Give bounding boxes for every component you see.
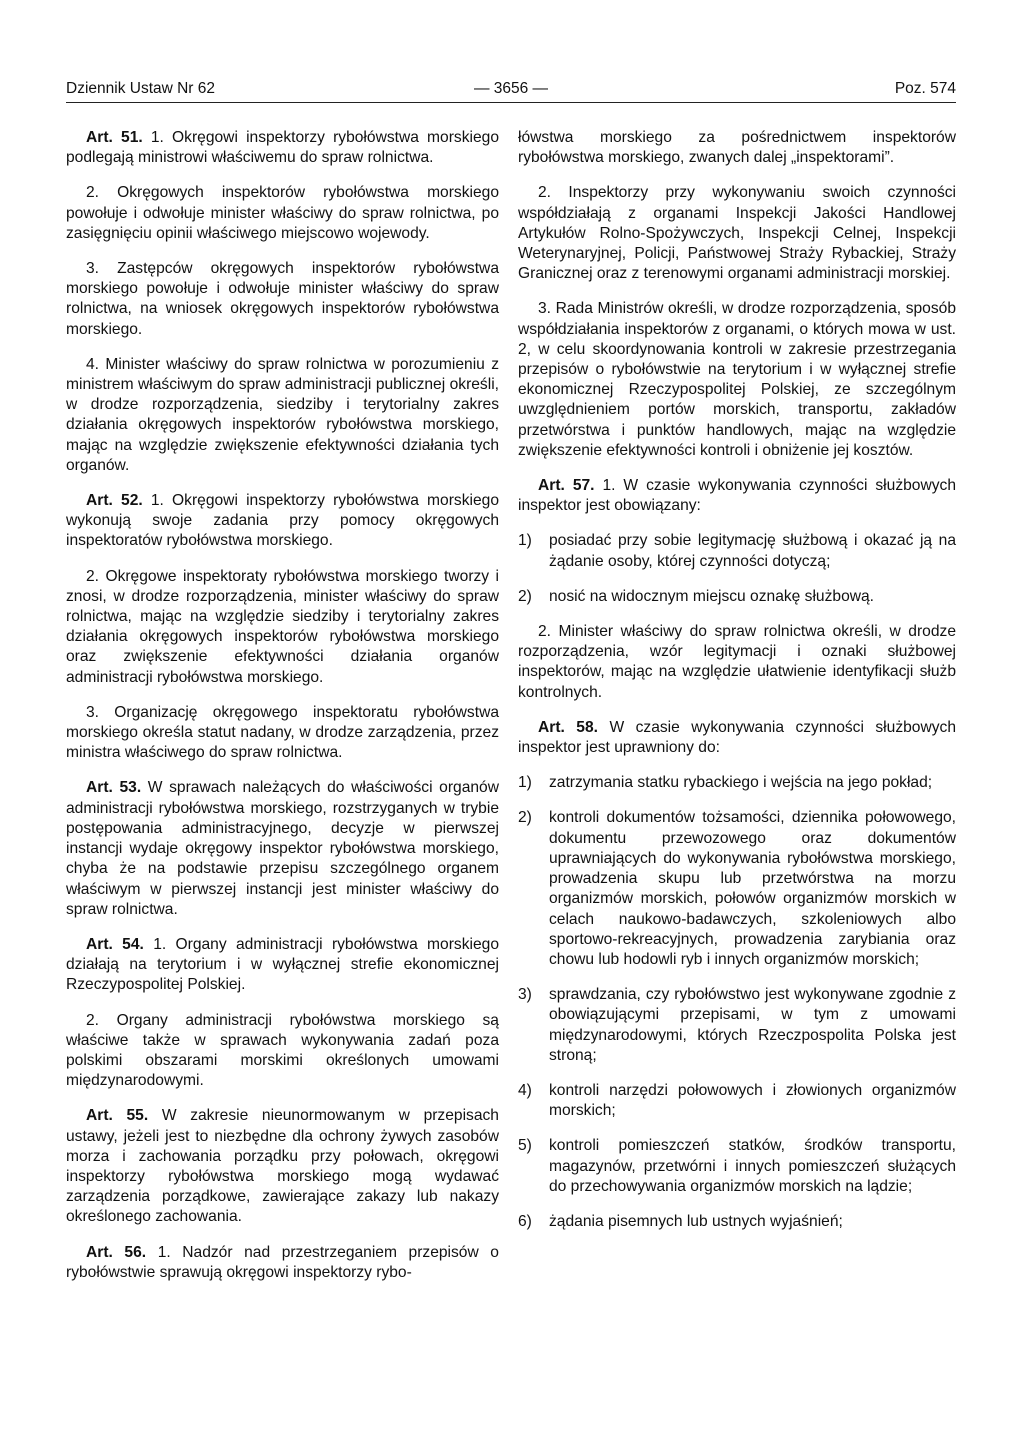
article-heading: Art. 53. (86, 779, 142, 797)
list-item (518, 773, 956, 793)
article-paragraph (66, 1243, 499, 1283)
paragraph-text: 1. Nadzór nad przestrzeganiem przepisów o rybołówstwie sprawują okręgowi inspektorzy rybo- (66, 1243, 499, 1281)
paragraph-text: łówstwa morskiego za pośrednictwem inspektorów rybołówstwa morskiego, zwanych dalej „inspektorami”. (518, 129, 956, 167)
list-item-number: 5) (518, 1137, 532, 1155)
paragraph (66, 703, 499, 764)
list-item (518, 531, 956, 571)
list-item (518, 587, 956, 607)
paragraph (518, 128, 956, 168)
paragraph (66, 567, 499, 688)
list-item-number: 3) (518, 986, 532, 1004)
article-heading: Art. 57. (538, 477, 595, 495)
article-paragraph (66, 778, 499, 919)
paragraph-text: W sprawach należących do właściwości organów administracji rybołówstwa morskiego, rozstrzyganych w trybie postępowania administracyjnego, decyzje w pierwszej instancji wydaje okręgowy inspektor rybołówstwa morskiego, chyba że na podstawie przepisu szczególnego organem właściwym w pierwszej instancji jest minister właściwy do spraw rolnictwa. (66, 779, 499, 918)
paragraph-text: W czasie wykonywania czynności służbowych inspektor jest uprawniony do: (518, 718, 956, 757)
list-item-number: 2) (518, 587, 532, 605)
right-paragraphs-top (518, 128, 956, 516)
paragraph-text: 2. Okręgowych inspektorów rybołówstwa morskiego powołuje i odwołuje minister właściwy do spraw rolnictwa, po zasięgnięciu opinii właściwego miejscowo wojewody. (66, 184, 499, 242)
left-column (66, 128, 499, 1298)
paragraph (518, 183, 956, 284)
paragraph-text: 1. W czasie wykonywania czynności służbowych inspektor jest obowiązany: (518, 477, 956, 515)
page-header (66, 76, 956, 103)
list-item-text: zatrzymania statku rybackiego i wejścia na jego pokład; (549, 774, 933, 792)
list-item-number: 1) (518, 774, 532, 792)
list-item-text: kontroli dokumentów tożsamości, dziennika połowowego, dokumentu przewozowego oraz dokumentów uprawniających do wykonywania rybołówstwa morskiego, prowadzenia skupu lub przetwórstwa na morzu organizmów morskich, połowów organizmów morskich w celach naukowo-badawczych, szkoleniowych albo sportowo-rekreacyjnych, prowadzenia zarybiania oraz chowu lub hodowli ryb i innych organizmów morskich; (549, 809, 956, 968)
paragraph (518, 299, 956, 461)
list-item (518, 808, 956, 970)
list-item (518, 1212, 956, 1232)
journal-title: Dziennik Ustaw Nr 62 (66, 80, 216, 97)
paragraph (66, 183, 499, 244)
list-item-text: kontroli narzędzi połowowych i złowionych organizmów morskich; (549, 1081, 956, 1120)
paragraph (66, 355, 499, 476)
right-column (518, 128, 956, 1247)
list-item-number: 2) (518, 809, 532, 827)
article-paragraph (518, 718, 956, 758)
paragraph-text: 3. Zastępców okręgowych inspektorów rybołówstwa morskiego powołuje i odwołuje minister właściwy do spraw rolnictwa, na wniosek okręgowych inspektorów rybołówstwa morskiego. (66, 260, 499, 338)
article-heading: Art. 56. (86, 1243, 147, 1261)
article-heading: Art. 55. (86, 1107, 149, 1125)
paragraph (66, 259, 499, 340)
paragraph-text: 1. Okręgowi inspektorzy rybołówstwa morskiego podlegają ministrowi właściwemu do spraw rolnictwa. (66, 129, 499, 167)
paragraph-text: 1. Organy administracji rybołówstwa morskiego działają na terytorium i w wyłącznej strefie ekonomicznej Rzeczypospolitej Polskiej. (66, 935, 499, 994)
paragraph-text: 1. Okręgowi inspektorzy rybołówstwa morskiego wykonują swoje zadania przy pomocy okręgowych inspektoratów rybołówstwa morskiego. (66, 492, 499, 550)
paragraph-text: 3. Organizację okręgowego inspektoratu rybołówstwa morskiego określa statut nadany, w drodze zarządzenia, przez ministra właściwego do spraw rolnictwa. (66, 703, 499, 762)
article-heading: Art. 51. (86, 129, 143, 146)
list-item-text: sprawdzania, czy rybołówstwo jest wykonywane zgodnie z obowiązującymi przepisami, w tym z umowami międzynarodowymi, których Rzeczpospolita Polska jest stroną; (549, 986, 956, 1064)
paragraph-text: 2. Inspektorzy przy wykonywaniu swoich czynności współdziałają z organami Inspekcji Jakości Handlowej Artykułów Rolno-Spożywczych, Inspekcji Celnej, Inspekcji Weterynaryjnej, Policji, Państwowej Straży Rybackiej, Straży Granicznej oraz z terenowymi organami administracji morskiej. (518, 184, 956, 283)
paragraph (66, 1011, 499, 1092)
paragraph-text: W zakresie nieunormowanym w przepisach ustawy, jeżeli jest to niezbędne dla ochrony żywych zasobów morza i zachowania porządku przy połowach, okręgowi inspektorzy rybołówstwa morskiego mogą wydawać zarządzenia porządkowe, zawierające zakazy lub nakazy określonego zachowania. (66, 1107, 499, 1226)
article-heading: Art. 54. (86, 935, 144, 953)
list-item (518, 1081, 956, 1121)
paragraph-text: 2. Organy administracji rybołówstwa morskiego są właściwe także w sprawach wykonywania zadań poza polskimi obszarami morskimi określonych umowami międzynarodowymi. (66, 1011, 499, 1090)
list-item-text: żądania pisemnych lub ustnych wyjaśnień; (549, 1212, 843, 1230)
article-paragraph (66, 1106, 499, 1227)
list-item-number: 6) (518, 1212, 532, 1230)
art58-list (518, 773, 956, 1232)
paragraph-text: 2. Minister właściwy do spraw rolnictwa określi, w drodze rozporządzenia, wzór legitymacji i oznaki służbowej inspektorów, mając na względzie ułatwienie identyfikacji służb kontrolnych. (518, 623, 956, 701)
article-paragraph (518, 476, 956, 516)
article-paragraph (66, 128, 499, 168)
article-paragraph (66, 491, 499, 552)
list-item-number: 1) (518, 532, 532, 550)
list-item-text: posiadać przy sobie legitymację służbową i okazać ją na żądanie osoby, której czynności dotyczą; (549, 532, 956, 570)
list-item (518, 1136, 956, 1197)
list-item (518, 985, 956, 1066)
article-heading: Art. 58. (538, 718, 598, 736)
paragraph-text: 4. Minister właściwy do spraw rolnictwa w porozumieniu z ministrem właściwym do spraw administracji publicznej określi, w drodze rozporządzenia, siedziby i terytorialny zakres działania okręgowych inspektorów rybołówstwa morskiego, mając na względzie zwiększenie efektywności działania tych organów. (66, 355, 499, 474)
paragraph-text: 2. Okręgowe inspektoraty rybołówstwa morskiego tworzy i znosi, w drodze rozporządzenia, minister właściwy do spraw rolnictwa, mając na względzie siedziby i terytorialny zakres działania okręgowych inspektorów rybołówstwa morskiego oraz zwiększenie efektywności działania organów administracji rybołówstwa morskiego. (66, 567, 499, 686)
list-item-number: 4) (518, 1081, 532, 1099)
article-paragraph (66, 935, 499, 996)
list-item-text: kontroli pomieszczeń statków, środków transportu, magazynów, przetwórni i innych pomieszczeń służących do przechowywania organizmów morskich na lądzie; (549, 1137, 956, 1195)
list-item-text: nosić na widocznym miejscu oznakę służbową. (549, 587, 875, 605)
art57-list (518, 531, 956, 607)
article-heading: Art. 52. (86, 492, 143, 510)
paragraph-text: 3. Rada Ministrów określi, w drodze rozporządzenia, sposób współdziałania inspektorów z organami, o których mowa w ust. 2, w celu skoordynowania kontroli w zakresie przestrzegania przepisów o rybołówstwie na terytorium i w wyłącznej strefie ekonomicznej Rzeczypospolitej Polskiej, ze szczególnym uwzględnieniem portów morskich, transportu, zakładów przetwórstwa i punktów handlowych, mając na względzie zwiększenie efektywności kontroli i obniżenie jej kosztów. (518, 300, 956, 459)
page-number: — 3656 — (473, 80, 549, 97)
right-paragraphs-mid (518, 622, 956, 758)
paragraph (518, 622, 956, 703)
position-number: Poz. 574 (894, 80, 956, 97)
